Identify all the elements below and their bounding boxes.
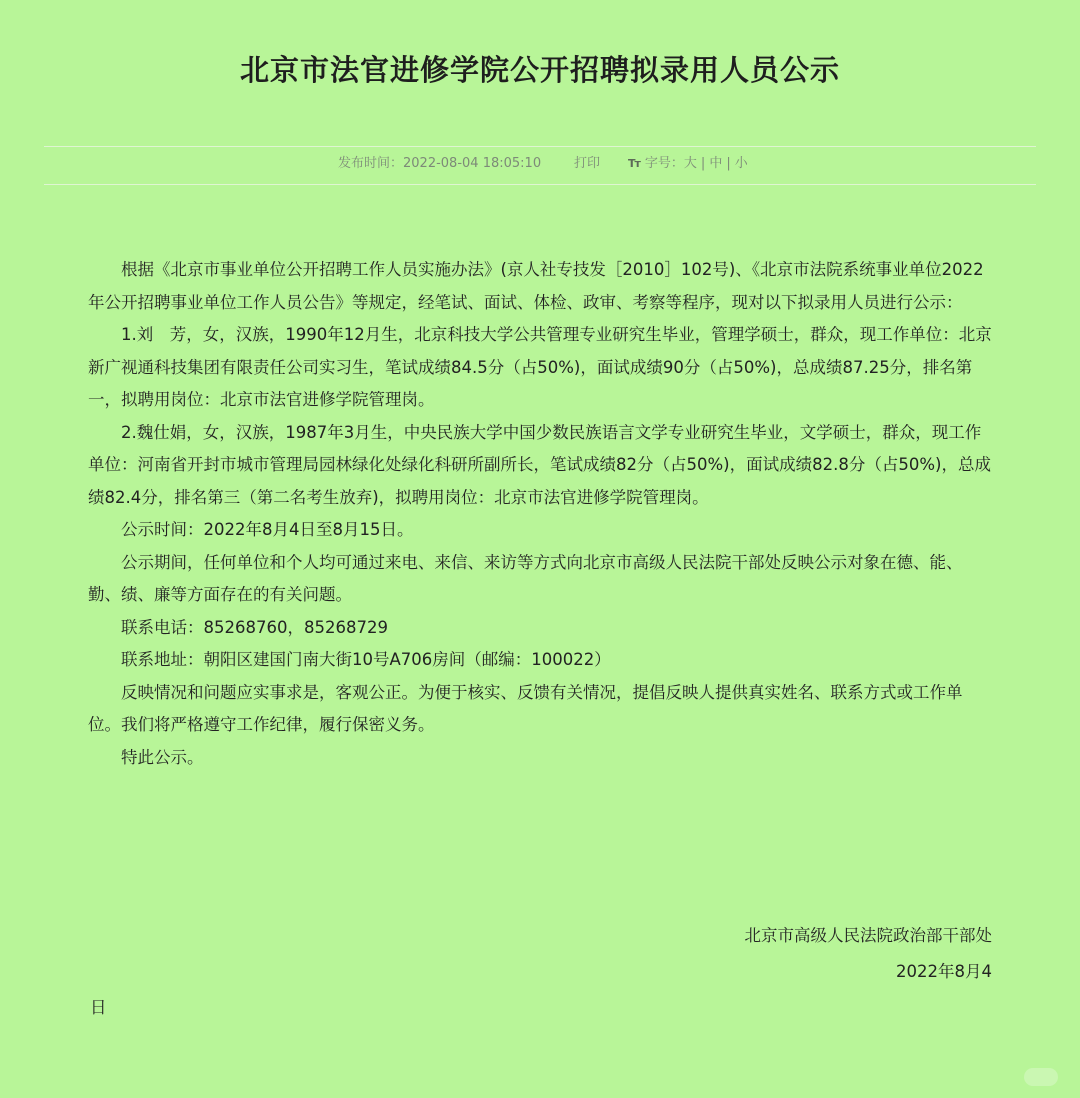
separator: | — [726, 156, 731, 171]
publish-time-label: 发布时间： — [338, 156, 404, 171]
paragraph-candidate-1: 1.刘 芳，女，汉族，1990年12月生，北京科技大学公共管理专业研究生毕业，管理学硕士，群众，现工作单位：北京新广视通科技集团有限责任公司实习生，笔试成绩84.5分（占50%)，面试成绩90分（占50%)，总成绩87.25分，排名第一，拟聘用岗位：北京市法官进修学院管理岗。 — [88, 325, 992, 409]
paragraph-intro: 根据《北京市事业单位公开招聘工作人员实施办法》(京人社专技发［2010］102号)、《北京市法院系统事业单位2022年公开招聘事业单位工作人员公告》等规定，经笔试、面试、体检、政审、考察等程序，现对以下拟录用人员进行公示： — [88, 260, 984, 312]
paragraph-candidate-2: 2.魏仕娟，女，汉族，1987年3月生，中央民族大学中国少数民族语言文学专业研究生毕业，文学硕士，群众，现工作单位：河南省开封市城市管理局园林绿化处绿化科研所副所长，笔试成绩82分（占50%)，面试成绩82.8分（占50%)，总成绩82.4分，排名第三（第二名考生放弃)，拟聘用岗位：北京市法官进修学院管理岗。 — [88, 422, 991, 507]
paragraph-closing: 特此公示。 — [121, 747, 204, 767]
font-size-controls — [628, 154, 748, 174]
signature-date-overflow: 日 — [90, 998, 107, 1017]
font-size-small-link[interactable]: 小 — [734, 156, 748, 171]
meta-divider-top — [44, 146, 1036, 147]
separator: | — [700, 156, 706, 171]
paragraph-phone: 联系电话：85268760，85268729 — [121, 617, 388, 637]
paragraph-address: 联系地址：朝阳区建国门南大街10号A706房间（邮编：100022） — [121, 650, 611, 669]
print-link[interactable]: 打印 — [574, 156, 601, 171]
paragraph-feedback: 公示期间，任何单位和个人均可通过来电、来信、来访等方式向北京市高级人民法院干部处反映公示对象在德、能、勤、绩、廉等方面存在的有关问题。 — [88, 552, 963, 604]
watermark — [1024, 1068, 1058, 1086]
font-size-icon: Tт — [628, 157, 640, 170]
article-body — [88, 254, 993, 774]
font-size-medium-link[interactable]: 中 — [709, 156, 723, 171]
publish-time-value: 2022-08-04 18:05:10 — [403, 156, 542, 171]
font-size-label: 字号： — [644, 156, 684, 171]
paragraph-notice: 反映情况和问题应实事求是，客观公正。为便于核实、反馈有关情况，提倡反映人提供真实姓名、联系方式或工作单位。我们将严格遵守工作纪律，履行保密义务。 — [88, 682, 963, 734]
signature-date: 2022年8月4 — [896, 962, 992, 981]
publish-time — [338, 154, 541, 174]
meta-divider-bottom — [44, 184, 1036, 185]
signature-org: 北京市高级人民法院政治部干部处 — [744, 926, 992, 945]
paragraph-period: 公示时间：2022年8月4日至8月15日。 — [121, 520, 414, 539]
font-size-large-link[interactable]: 大 — [683, 156, 697, 171]
page-title: 北京市法官进修学院公开招聘拟录用人员公示 — [239, 53, 840, 87]
